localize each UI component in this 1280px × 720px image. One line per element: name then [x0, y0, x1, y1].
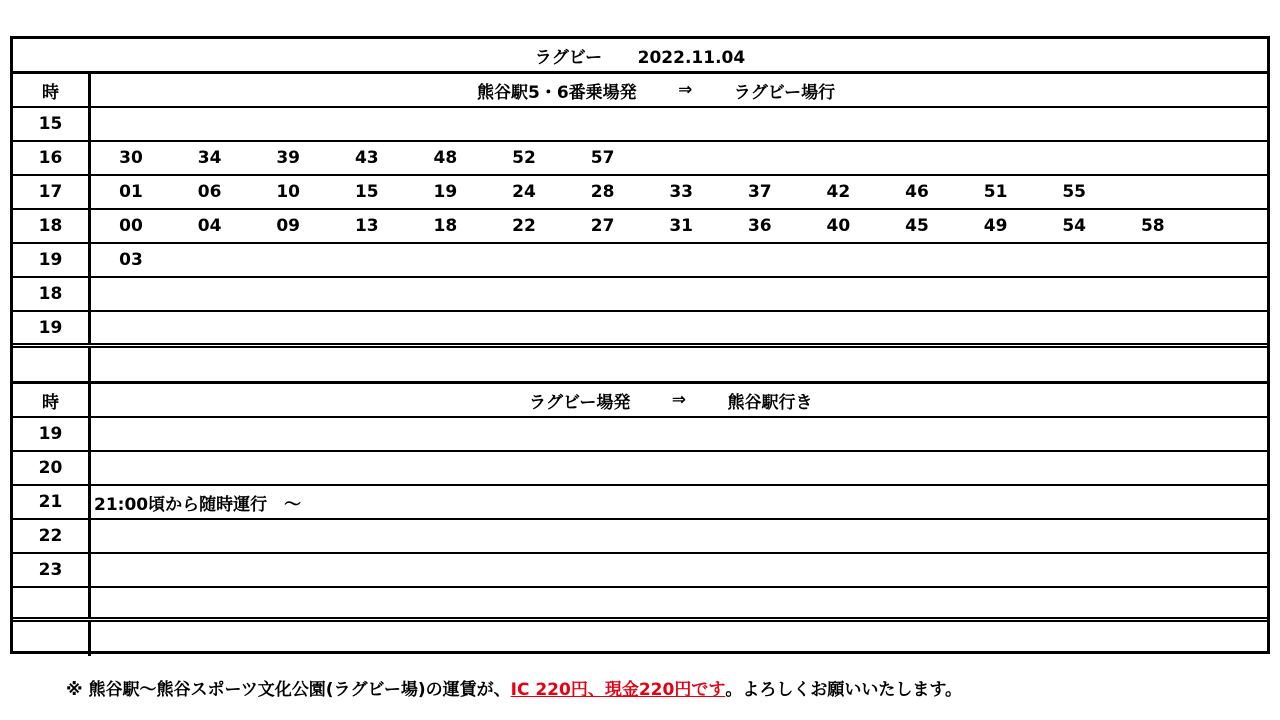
hour-cell: 19	[13, 418, 91, 450]
table-row	[13, 554, 1267, 588]
inbound-header-row	[13, 384, 1267, 418]
hour-cell	[13, 622, 91, 656]
departure-minute: 10	[276, 182, 301, 202]
departure-minute: 58	[1140, 216, 1165, 236]
departure-minute: 13	[354, 216, 379, 236]
fare-notice-fare: IC 220円、現金220円です	[510, 679, 726, 700]
table-row	[13, 418, 1267, 452]
minute-cells	[91, 176, 1267, 208]
minute-cells	[91, 348, 1267, 381]
fare-notice	[66, 675, 962, 699]
timetable-title-row	[13, 39, 1267, 74]
departure-minute: 22	[512, 216, 536, 236]
table-row	[13, 278, 1267, 312]
departure-minute: 31	[669, 216, 694, 236]
table-row	[13, 244, 1267, 278]
departure-minute: 30	[119, 148, 143, 168]
route-from: 熊谷駅5・6番乗場発	[477, 82, 637, 103]
minute-cells	[91, 588, 1267, 617]
minute-cells	[91, 142, 1267, 174]
route-arrow: ⇒	[671, 390, 687, 410]
departure-minute: 24	[512, 182, 536, 202]
departure-minute: 27	[590, 216, 615, 236]
departure-minute: 19	[433, 182, 458, 202]
departure-minute: 01	[119, 182, 143, 202]
outbound-route-header	[477, 74, 835, 106]
departure-minute: 04	[197, 216, 222, 236]
departure-minute: 54	[1062, 216, 1087, 236]
table-row	[13, 312, 1267, 348]
hour-cell: 18	[13, 278, 91, 310]
table-row	[13, 520, 1267, 554]
departure-minute: 43	[354, 148, 379, 168]
route-to: ラグビー場行	[733, 82, 836, 103]
table-row	[13, 486, 1267, 520]
departure-minute: 33	[669, 182, 694, 202]
hour-cell: 23	[13, 554, 91, 586]
spacer-row	[13, 348, 1267, 384]
route-from: ラグビー場発	[529, 392, 631, 413]
minute-cells	[91, 108, 1267, 140]
timetable-title	[535, 43, 745, 68]
departure-minute: 37	[747, 182, 772, 202]
minute-cells	[91, 622, 1267, 656]
hour-cell: 19	[13, 312, 91, 343]
departure-minute: 42	[826, 182, 851, 202]
minute-cells	[91, 244, 1267, 276]
departure-minute: 18	[433, 216, 458, 236]
inbound-route-header	[529, 384, 812, 416]
minute-cells	[91, 312, 1267, 343]
minute-cells	[91, 486, 1267, 518]
minute-cells	[91, 384, 1267, 416]
table-row	[13, 588, 1267, 622]
departure-minute: 49	[983, 216, 1008, 236]
title-date: 2022.11.04	[637, 47, 746, 68]
bus-timetable	[10, 36, 1270, 654]
route-arrow: ⇒	[678, 80, 693, 100]
departure-minute: 15	[354, 182, 379, 202]
departure-minute: 51	[983, 182, 1008, 202]
departure-minute: 55	[1062, 182, 1087, 202]
hour-cell: 16	[13, 142, 91, 174]
departure-minute: 39	[276, 148, 301, 168]
service-note: 21:00頃から随時運行 ～	[94, 494, 302, 515]
departure-minute: 36	[747, 216, 772, 236]
hour-cell: 17	[13, 176, 91, 208]
hour-cell: 21	[13, 486, 91, 518]
minute-cells	[91, 418, 1267, 450]
departure-minute: 00	[119, 216, 143, 236]
hour-cell: 時	[13, 384, 91, 416]
hour-cell: 18	[13, 210, 91, 242]
fare-notice-suffix: 。よろしくお願いいたします。	[725, 679, 962, 700]
fare-notice-prefix: ※ 熊谷駅～熊谷スポーツ文化公園(ラグビー場)の運賃が、	[66, 679, 511, 700]
hour-cell: 20	[13, 452, 91, 484]
departure-minute: 34	[197, 148, 222, 168]
table-row	[13, 176, 1267, 210]
departure-minute: 48	[433, 148, 458, 168]
table-row	[13, 142, 1267, 176]
departure-minute: 40	[826, 216, 851, 236]
route-to: 熊谷駅行き	[727, 392, 813, 413]
minute-cells	[91, 74, 1267, 106]
hour-cell: 15	[13, 108, 91, 140]
table-row	[13, 108, 1267, 142]
table-row	[13, 210, 1267, 244]
departure-minute: 06	[197, 182, 222, 202]
minute-cells	[91, 520, 1267, 552]
hour-cell	[13, 588, 91, 617]
departure-minute: 28	[590, 182, 615, 202]
minute-cells	[91, 554, 1267, 586]
hour-cell: 時	[13, 74, 91, 106]
minute-cells	[91, 210, 1267, 242]
title-label: ラグビー	[534, 47, 603, 68]
hour-cell: 22	[13, 520, 91, 552]
departure-minute: 09	[276, 216, 301, 236]
departure-minute: 52	[512, 148, 536, 168]
departure-minute: 45	[905, 216, 929, 236]
minute-cells	[91, 278, 1267, 310]
hour-cell: 19	[13, 244, 91, 276]
table-row	[13, 452, 1267, 486]
hour-cell	[13, 348, 91, 381]
minute-cells	[91, 452, 1267, 484]
departure-minute: 57	[590, 148, 615, 168]
table-row	[13, 622, 1267, 656]
departure-minute: 03	[119, 250, 143, 270]
outbound-header-row	[13, 74, 1267, 108]
departure-minute: 46	[905, 182, 929, 202]
